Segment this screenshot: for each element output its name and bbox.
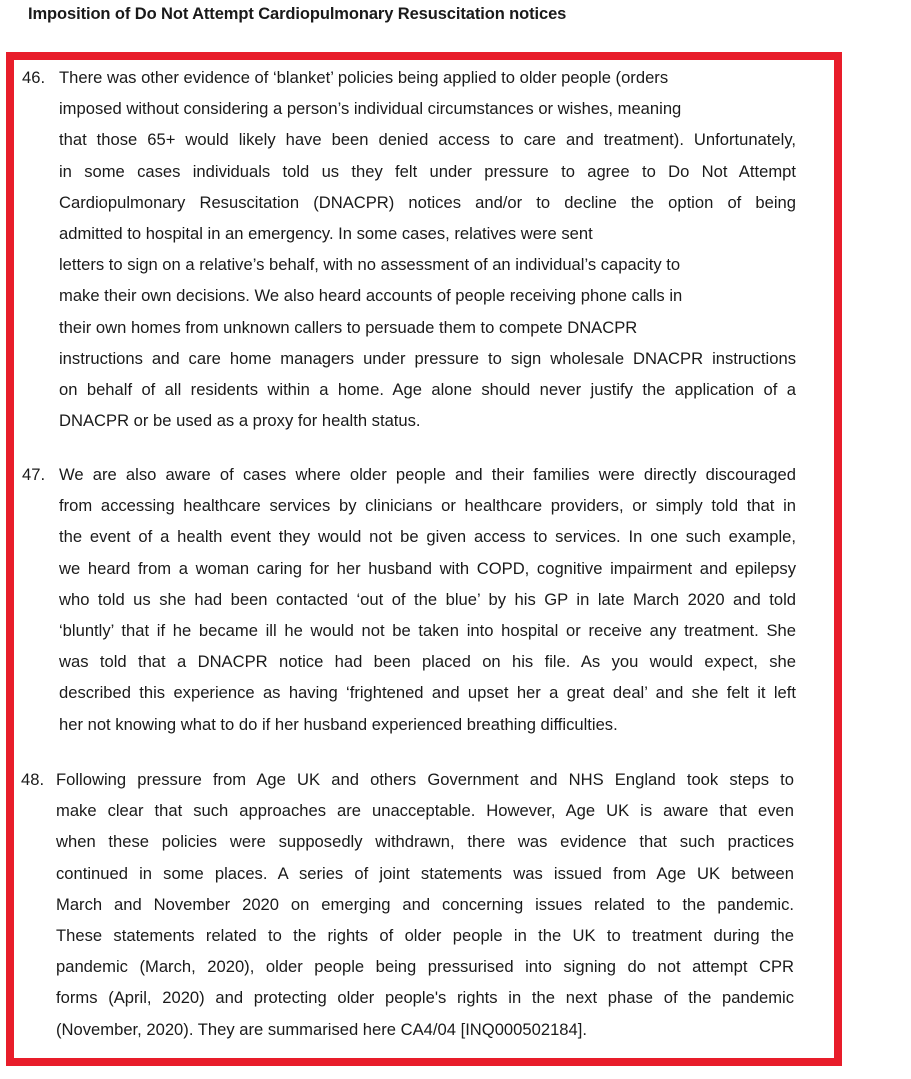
text-line: instructions and care home managers under pressure to sign wholesale DNACPR instructions xyxy=(59,348,796,368)
text-line: admitted to hospital in an emergency. In some cases, relatives were sent xyxy=(59,223,593,243)
text-line: their own homes from unknown callers to persuade them to compete DNACPR xyxy=(59,317,638,337)
paragraph-number: 47. xyxy=(22,465,46,484)
text-line: There was other evidence of ‘blanket’ policies being applied to older people (orders xyxy=(59,68,669,87)
text-line: from accessing healthcare services by clinicians or healthcare providers, or simply told that in xyxy=(59,496,796,516)
text-line: the event of a health event they would not be given access to services. In one such example, xyxy=(59,527,796,547)
text-line: that those 65+ would likely have been denied access to care and treatment). Unfortunately, xyxy=(59,130,796,150)
text-line: ‘bluntly’ that if he became ill he would not be taken into hospital or receive any treatment. She xyxy=(59,620,796,640)
text-line: we heard from a woman caring for her husband with COPD, cognitive impairment and epilepsy xyxy=(59,558,796,578)
paragraph-number: 48. xyxy=(21,770,45,789)
text-line: in some cases individuals told us they felt under pressure to agree to Do Not Attempt xyxy=(59,161,796,181)
text-line: pandemic (March, 2020), older people being pressurised into signing do not attempt CPR xyxy=(56,957,794,977)
text-line: These statements related to the rights of older people in the UK to treatment during the xyxy=(56,925,794,945)
text-line: DNACPR or be used as a proxy for health status. xyxy=(59,411,421,431)
text-line: her not knowing what to do if her husband experienced breathing difficulties. xyxy=(59,714,618,734)
text-line: letters to sign on a relative’s behalf, with no assessment of an individual’s capacity to xyxy=(59,255,681,275)
text-line: described this experience as having ‘frightened and upset her a great deal’ and she felt it left xyxy=(59,683,796,703)
paragraph-body xyxy=(59,62,796,436)
text-line: (November, 2020). They are summarised here CA4/04 [INQ000502184]. xyxy=(56,1019,587,1039)
text-line: Following pressure from Age UK and others Government and NHS England took steps to xyxy=(56,770,794,789)
text-line: forms (April, 2020) and protecting older people's rights in the next phase of the pandemic xyxy=(56,988,794,1008)
text-line: when these policies were supposedly withdrawn, there was evidence that such practices xyxy=(56,832,794,852)
text-line: Cardiopulmonary Resuscitation (DNACPR) notices and/or to decline the option of being xyxy=(59,192,796,212)
text-line: March and November 2020 on emerging and concerning issues related to the pandemic. xyxy=(56,894,794,914)
text-line: imposed without considering a person’s individual circumstances or wishes, meaning xyxy=(59,99,682,119)
text-line: We are also aware of cases where older people and their families were directly discouraged xyxy=(59,465,796,484)
paragraph-number: 46. xyxy=(22,68,46,87)
text-line: make clear that such approaches are unacceptable. However, Age UK is aware that even xyxy=(56,801,794,821)
section-heading: Imposition of Do Not Attempt Cardiopulmonary Resuscitation notices xyxy=(28,5,567,23)
text-line: make their own decisions. We also heard accounts of people receiving phone calls in xyxy=(59,286,683,306)
paragraph-body xyxy=(59,459,796,740)
text-line: was told that a DNACPR notice had been placed on his file. As you would expect, she xyxy=(59,652,796,672)
text-line: continued in some places. A series of joint statements was issued from Age UK between xyxy=(56,863,794,883)
text-line: on behalf of all residents within a home. Age alone should never justify the application of a xyxy=(59,379,796,399)
paragraph-body xyxy=(56,764,794,1045)
text-line: who told us she had been contacted ‘out of the blue’ by his GP in late March 2020 and told xyxy=(59,589,796,609)
